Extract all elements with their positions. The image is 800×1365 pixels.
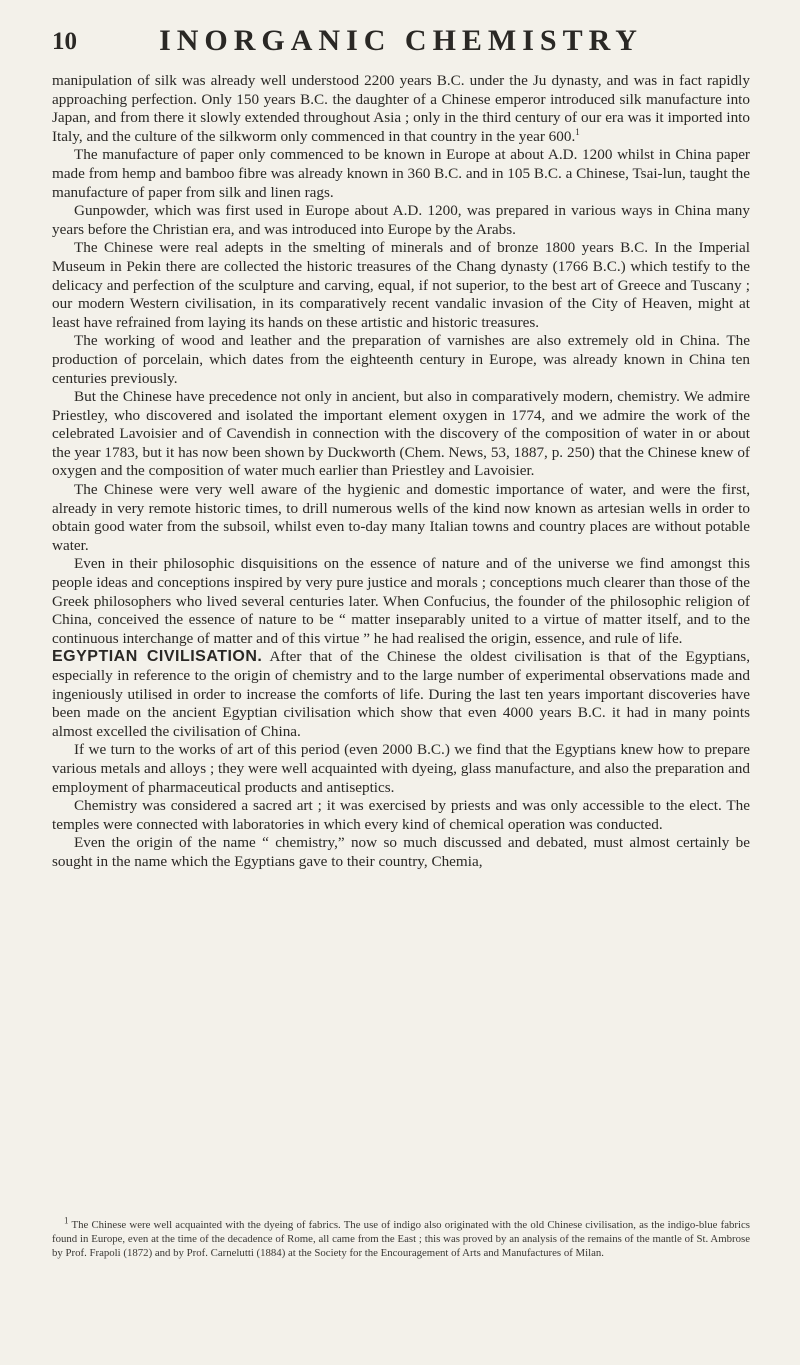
paragraph-text: After that of the Chinese the oldest civilisation is that of the Egyptians, especially in reference to the origin of chemistry and to the large number of experimental observations made and ingeniously utilised in order to increase the comforts of life. During the last ten years important discoveries have been made on the ancient Egyptian civilisation which show that even 4000 years B.C. it had in many points almost excelled the civilisation of China.: [52, 648, 750, 740]
paragraph-text: Gunpowder, which was first used in Europe about A.D. 1200, was prepared in various ways in China many years before the Christian era, and was introduced into Europe by the Arabs.: [52, 202, 750, 238]
section-heading: EGYPTIAN CIVILISATION.: [52, 648, 263, 666]
paragraph-text: If we turn to the works of art of this period (even 2000 B.C.) we find that the Egyptians knew how to prepare various metals and alloys ; they were well acquainted with dyeing, glass manufacture, and also the preparation and employment of pharmaceutical products and antiseptics.: [52, 741, 750, 796]
paragraph: [52, 239, 750, 332]
paragraph: [52, 741, 750, 797]
paragraph: [52, 72, 750, 146]
paragraph-text: The manufacture of paper only commenced to be known in Europe at about A.D. 1200 whilst in China paper made from hemp and bamboo fibre was already known in 360 B.C. and in 105 B.C. a Chinese, Tsai-lun, taught the manufacture of paper from silk and linen rags.: [52, 146, 750, 201]
paragraph-text: The Chinese were real adepts in the smelting of minerals and of bronze 1800 years B.C. In the Imperial Museum in Pekin there are collected the historic treasures of the Chang dynasty (1766 B.C.) which testify to the delicacy and perfection of the sculpture and carving, equal, if not superior, to the best art of Greece and Tuscany ; our modern Western civilisation, in its comparatively recent vandalic invasion of the City of Heaven, might at least have refrained from laying its hands on these artistic and historic treasures.: [52, 239, 750, 331]
paragraph: [52, 648, 750, 741]
paragraph: [52, 146, 750, 202]
body-text: [52, 72, 750, 872]
paragraph: [52, 332, 750, 388]
paragraph: [52, 834, 750, 871]
paragraph: [52, 797, 750, 834]
paragraph-text: Even in their philosophic disquisitions on the essence of nature and of the universe we find amongst this people ideas and conceptions inspired by very pure justice and morals ; conceptions much clearer than those of the Greek philosophers who lived several centuries later. When Confucius, the founder of the philosophic religion of China, conceived the essence of nature to be “ matter inseparably united to a virtue of matter itself, and to the continuous interchange of matter and of this virtue ” he had realised the origin, essence, and rule of life.: [52, 555, 750, 647]
footnote-mark: 1: [64, 1215, 69, 1226]
paragraph-text: Even the origin of the name “ chemistry,” now so much discussed and debated, must almost certainly be sought in the name which the Egyptians gave to their country, Chemia,: [52, 834, 750, 870]
footnote-text: The Chinese were well acquainted with the dyeing of fabrics. The use of indigo also originated with the old Chinese civilisation, as the indigo-blue fabrics found in Europe, even at the time of the decadence of Rome, all came from the East ; this was proved by an analysis of the remains of the mantle of St. Ambrose by Prof. Frapoli (1872) and by Prof. Carnelutti (1884) at the Society for the Encouragement of Arts and Manufactures of Milan.: [52, 1219, 750, 1259]
paragraph-text: But the Chinese have precedence not only in ancient, but also in comparatively modern, chemistry. We admire Priestley, who discovered and isolated the important element oxygen in 1774, and we admire the work of the celebrated Lavoisier and of Cavendish in connection with the discovery of the composition of water in or about the year 1783, but it has now been shown by Duckworth (Chem. News, 53, 1887, p. 250) that the Chinese knew of oxygen and the composition of water much earlier than Priestley and Lavoisier.: [52, 388, 750, 480]
paragraph-text: The working of wood and leather and the preparation of varnishes are also extremely old in China. The production of porcelain, which dates from the eighteenth century in Europe, was already known in China ten centuries previously.: [52, 332, 750, 387]
footnote-reference: 1: [575, 126, 580, 137]
paragraph-text: manipulation of silk was already well understood 2200 years B.C. under the Ju dynasty, and was in fact rapidly approaching perfection. Only 150 years B.C. the daughter of a Chinese emperor introduced silk manufacture into Japan, and from there it slowly extended throughout Asia ; only in the third century of our era was it imported into Italy, and the culture of the silkworm only commenced in that country in the year 600.: [52, 72, 750, 145]
running-head: INORGANIC CHEMISTRY: [159, 24, 643, 57]
paragraph: [52, 481, 750, 555]
paragraph-text: The Chinese were very well aware of the hygienic and domestic importance of water, and were the first, already in very remote historic times, to drill numerous wells of the kind now known as artesian wells in order to obtain good water from the subsoil, whilst even to-day many Italian towns and country places are without potable water.: [52, 481, 750, 554]
paragraph: [52, 555, 750, 648]
paragraph-text: Chemistry was considered a sacred art ; it was exercised by priests and was only accessible to the elect. The temples were connected with laboratories in which every kind of chemical operation was conducted.: [52, 797, 750, 833]
footnotes: [52, 1215, 750, 1260]
page-number: 10: [52, 28, 77, 55]
footnote: [52, 1215, 750, 1260]
page-header: [52, 24, 750, 64]
paragraph: [52, 388, 750, 481]
paragraph: [52, 202, 750, 239]
